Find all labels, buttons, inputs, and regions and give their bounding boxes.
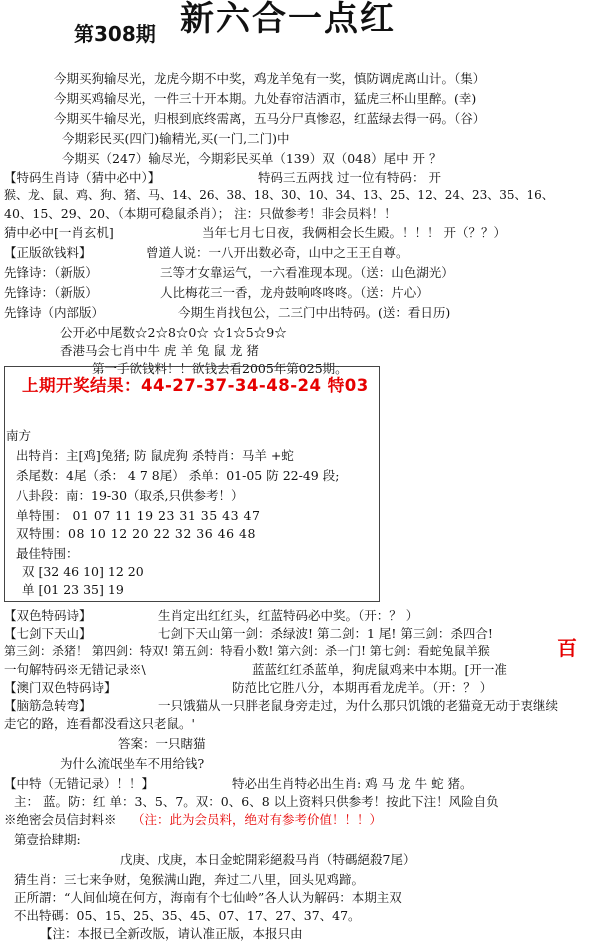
zhongte-label: 【中特（无错记录）！！】 [4, 776, 155, 791]
south-line: 杀尾数：4尾（杀： 4 7 8尾） 杀单：01-05 防 22-49 段; [16, 468, 340, 483]
shuangse-label: 【双色特码诗】 [4, 608, 92, 623]
first-hand-line: 第一手欲钱料！！欲钱去看2005年第025期。 [92, 361, 348, 376]
south-line: 单 [01 23 35] 19 [22, 582, 124, 597]
intro-line: 今期买狗输尽光，龙虎今期不中奖，鸡龙羊兔有一奖，慎防调虎离山计。（集） [54, 71, 486, 86]
intro-line: 今期买鸡输尽光，一件三十开本期。九处春帘洁酒市，猛虎三杯山里醉。(幸) [54, 91, 477, 106]
south-line: 双特围：08 10 12 20 22 32 36 46 48 [16, 526, 256, 541]
issue-number: 第308期 [74, 22, 156, 46]
buchu-line: 不出特碼：05、15、25、35、45、07、17、27、37、47。 [14, 908, 361, 923]
intro-line: 今期买牛输尽光，归根到底终需离，五马分尸真惨忍，红蓝绿去得一码。（谷） [54, 111, 486, 126]
qijian-label: 【七剑下天山】 [4, 626, 92, 641]
footer-note: 【注：本报已全新改版，请认准正版，本报只由 [40, 926, 303, 941]
xuanji-text: 当年七月七日夜，我俩相会长生殿。！！！ 开（？？） [202, 225, 506, 240]
naojin-text: 一只饿猫从一只胖老鼠身旁走过，为什么那只饥饿的老猫竟无动于衷继续 [158, 698, 559, 713]
qijian-line-3: 一句解特码※无错记录※\ [4, 662, 146, 677]
region-label: 南方 [6, 428, 32, 443]
page-title: 新六合一点红 [180, 0, 396, 39]
qijian-text: 七剑下天山第一剑：杀绿波! 第二剑：1 尾! 第三剑：杀四合! [158, 626, 493, 641]
hk-zodiac-line: 香港马会七肖中牛 虎 羊 兔 鼠 龙 猪 [60, 343, 259, 358]
zhengsuowei-line: 正所謂：“人间仙境在何方，海南有个七仙岭”各人认为解码：本期主双 [14, 890, 402, 905]
guess-line: 猜生肖：三七来争财，兔猴满山跑，奔过二八里，回头见鸡蹄。 [14, 872, 365, 887]
xianfeng-label: 先锋诗：（新版） [4, 265, 98, 280]
member-note: （注：此为会员料，绝对有参考价值！！！） [132, 812, 383, 827]
shuangse-text: 生肖定出红红头，红蓝特码必中奖。（开：？ ） [158, 608, 419, 623]
naojin-question: 为什么流氓坐车不用给钱? [60, 756, 205, 771]
special-zodiac-numbers-2: 40、15、29、20、（本期可稳鼠杀肖）； 注：只做参考！非会员料！！ [4, 206, 397, 221]
naojin-line-2: 走它的路，连看都没看这只老鼠。' [4, 716, 195, 731]
last-result: 上期开奖结果：44-27-37-34-48-24 特03 [22, 376, 369, 395]
zhongte-line-2: 主： 蓝。防：红 单：3、5、7。双：0、6、8 以上资料只供参考！按此下注！风险自负 [14, 794, 499, 809]
naojin-label: 【脑筋急转弯】 [4, 698, 92, 713]
tail-number-line: 公开必中尾数☆2☆8☆0☆ ☆1☆5☆9☆ [60, 325, 287, 340]
aomen-label: 【澳门双色特码诗】 [4, 680, 117, 695]
special-zodiac-text: 特码三五两找 过一位有特码： 开 [258, 170, 441, 185]
qijian-line-2: 第三剑：杀猪！ 第四剑：特双! 第五剑：特看小数! 第六剑：杀一门! 第七剑：看蛇兔鼠羊猴 [4, 644, 490, 658]
diyi-label: 第壹拾肆期: [14, 832, 81, 847]
intro-line: 今期彩民买(四门)输精光,买(一门,二门)中 [62, 131, 290, 146]
zhongte-text: 特必出生肖特必出生肖: 鸡 马 龙 牛 蛇 猪。 [232, 776, 473, 791]
zhengban-text: 曾道人说：一八开出数必奇，山中之王王自尊。 [146, 245, 409, 260]
xianfeng-label: 先锋诗：（新版） [4, 285, 98, 300]
qijian-line-3b: 蓝蓝红红杀蓝单，狗虎鼠鸡来中本期。[开一准 [252, 662, 507, 677]
diyi-text: 戊庚、戊庚，本日金蛇開彩絕殺马肖（特碼絕殺7尾） [120, 852, 416, 867]
south-line: 最佳特围： [16, 546, 79, 561]
xuanji-label: 猜中必中[一肖玄机] [4, 225, 114, 240]
red-stamp: 百 [557, 636, 577, 660]
special-zodiac-numbers: 猴、龙、鼠、鸡、狗、猪、马、14、26、38、18、30、10、34、13、25、12、24、23、35、16、 [4, 188, 554, 202]
xianfeng-text: 人比梅花三一香，龙舟鼓响咚咚咚。（送：片心） [160, 285, 429, 300]
intro-line: 今期买（247）输尽光，今期彩民买单（139）双（048）尾中 开 ？ [62, 151, 442, 166]
xianfeng-label: 先锋诗（内部版） [4, 305, 105, 320]
naojin-answer: 答案：一只瞎猫 [118, 736, 206, 751]
south-line: 出特肖：主[鸡]兔猪; 防 鼠虎狗 杀特肖：马羊 +蛇 [16, 448, 294, 463]
xianfeng-text: 今期生肖找包公，二三门中出特码。(送：看日历) [178, 305, 451, 320]
south-line: 八卦段：南：19-30（取杀,只供参考！） [16, 488, 244, 503]
aomen-text: 防范比它胜八分，本期再看龙虎羊。（开：？ ） [232, 680, 493, 695]
member-label: ※绝密会员信封料※ [4, 812, 117, 827]
south-line: 单特围： 01 07 11 19 23 31 35 43 47 [16, 508, 261, 523]
zhengban-label: 【正版欲钱料】 [4, 245, 92, 260]
xianfeng-text: 三等才女靠运气，一六看准现本现。（送：山色湖光） [160, 265, 454, 280]
south-line: 双 [32 46 10] 12 20 [22, 564, 144, 579]
special-zodiac-label: 【特码生肖诗（猜中必中）】 [4, 170, 161, 185]
